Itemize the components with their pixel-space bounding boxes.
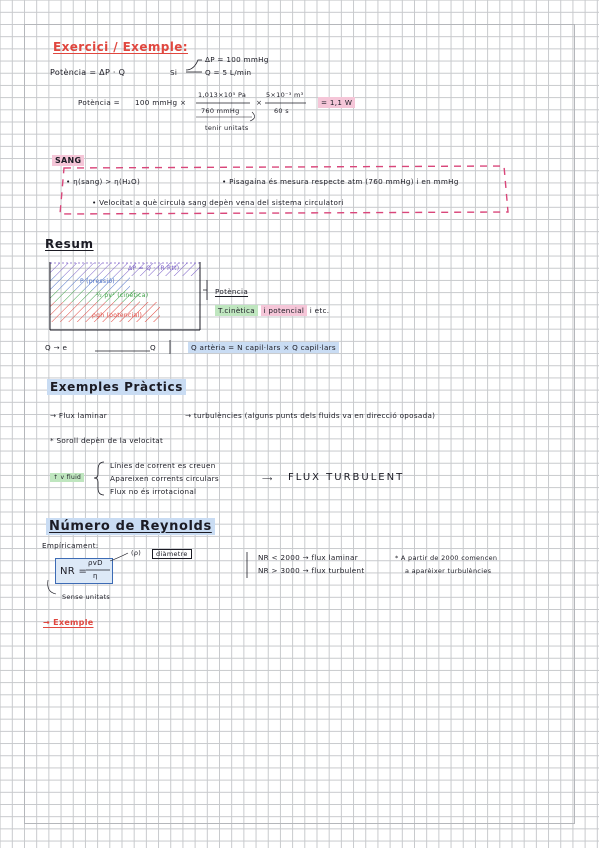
reynolds-condition-turbulent: NR > 3000 → flux turbulent — [258, 566, 365, 575]
formula-mid: Q — [150, 343, 156, 352]
calc-lhs: Potència = — [78, 98, 120, 107]
turbulence-arrow: ⟶ — [262, 474, 273, 483]
resum-label-cinetica: ½ ρv² (cinètica) — [96, 292, 149, 299]
flux-turbulent-label: FLUX TURBULENT — [288, 472, 405, 483]
reynolds-formula-nr: NR = — [60, 566, 88, 577]
exercici-heading: Exercici / Exemple: — [53, 40, 189, 54]
turbulence-list-item-2: Apareixen corrents circulars — [110, 474, 219, 483]
resum-label-potencial: ρgh (potencial) — [92, 312, 143, 319]
reynolds-sense-unitats: Sense unitats — [62, 593, 111, 601]
reynolds-formula-numerator: ρvD — [88, 559, 103, 567]
reynolds-note-1: * A partir de 2000 comencen — [395, 554, 498, 562]
frac2-denominator: 60 s — [274, 107, 289, 115]
etc-text: i etc. — [309, 306, 330, 315]
potencia-definition: Potència = ΔP · Q — [50, 68, 126, 77]
formula-right-highlight: Q artèria = N capil·lars × Q capil·lars — [188, 342, 339, 353]
sang-line2: • Velocitat a què circula sang depèn vena del sistema circulatori — [92, 198, 344, 207]
frac1-numerator: 1,013×10⁵ Pa — [198, 91, 247, 99]
reynolds-note-2: a aparèixer turbulències — [405, 567, 492, 575]
formula-left: Q → e — [45, 343, 68, 352]
sang-line1-left: • η(sang) > η(H₂O) — [66, 177, 141, 186]
delta-p-value: ΔP = 100 mmHg — [205, 55, 269, 64]
turbulence-list-item-3: Flux no és irrotacional — [110, 487, 197, 496]
resum-label-delta-p: ΔP = Q · (R Rtt) — [128, 265, 180, 272]
exemple-final-label: → Exemple — [43, 618, 94, 627]
resum-potencia-label: Potència — [215, 287, 249, 296]
potencial-highlight: i potencial — [261, 305, 308, 316]
reynolds-condition-laminar: NR < 2000 → flux laminar — [258, 553, 358, 562]
si-label: Si — [170, 68, 178, 77]
calc-factor1: 100 mmHg × — [135, 98, 187, 107]
frac1-denominator: 760 mmHg — [201, 107, 240, 115]
reynolds-rho-note: (ρ) — [131, 549, 142, 557]
exemples-row2: * Soroll depèn de la velocitat — [50, 436, 164, 445]
resum-heading: Resum — [45, 237, 94, 251]
cinetica-highlight: T.cinètica — [215, 305, 258, 316]
exemples-heading-highlight: Exemples Pràctics — [47, 379, 186, 395]
reynolds-formula-denominator: η — [93, 572, 98, 580]
calc-times: × — [256, 98, 263, 107]
reynolds-empiricament: Empíricament: — [42, 541, 99, 550]
sang-line1-right: • Pisagaina és mesura respecte atm (760 mmHg) i en mmHg — [222, 177, 459, 186]
reynolds-heading-highlight: Número de Reynolds — [46, 518, 215, 535]
exemples-row1-left: → Flux laminar — [50, 411, 108, 420]
frac2-numerator: 5×10⁻³ m³ — [266, 91, 304, 99]
sang-label-highlight: SANG — [52, 155, 84, 166]
fluid-velocity-highlight: ↑ v fluid — [50, 473, 84, 482]
turbulence-list-item-1: Línies de corrent es creuen — [110, 461, 216, 470]
q-value: Q = 5 L/min — [205, 68, 252, 77]
units-note: tenir unitats — [205, 124, 249, 132]
result-highlight: = 1,1 W — [318, 97, 355, 108]
exemples-row1-right: → turbulències (alguns punts dels fluids va en direcció oposada) — [185, 411, 436, 420]
resum-label-pressio: P (pressió) — [80, 278, 115, 285]
reynolds-diametre-note: diàmetre — [152, 549, 192, 559]
